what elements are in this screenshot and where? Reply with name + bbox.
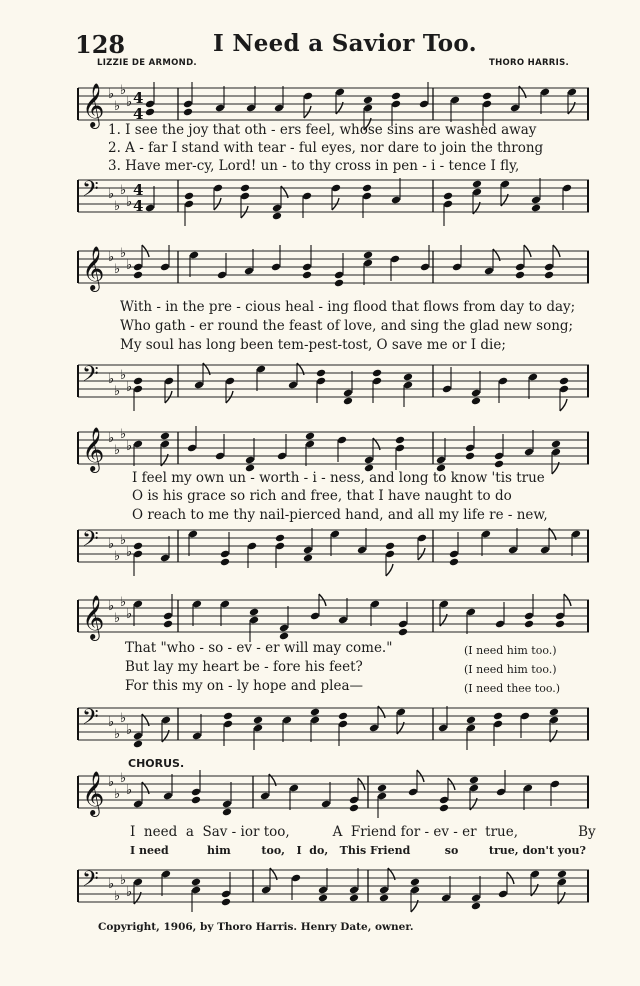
flat-icon: ♭	[120, 711, 127, 726]
flat-icon: ♭	[126, 723, 133, 738]
flat-icon: ♭	[126, 545, 133, 560]
bass-staff-3	[78, 527, 589, 564]
notehead	[349, 894, 359, 903]
notehead	[385, 542, 395, 551]
composer-credit: THORO HARRIS.	[489, 58, 570, 68]
treble-staff-4	[78, 595, 589, 639]
notehead	[316, 369, 326, 378]
notehead	[145, 108, 155, 117]
flat-icon: ♭	[108, 250, 115, 265]
treble-clef-icon: 𝄞	[82, 771, 105, 815]
flat-icon: ♭	[126, 195, 133, 210]
treble-clef-icon: 𝄞	[82, 427, 105, 471]
notehead	[343, 397, 353, 406]
bass-staff-lines	[78, 867, 589, 904]
bass-staff-lines	[78, 177, 589, 215]
notehead	[184, 192, 194, 201]
flat-icon: ♭	[126, 380, 133, 395]
time-signature-bottom: 4	[133, 197, 144, 215]
flat-icon: ♭	[114, 549, 121, 564]
notehead	[410, 878, 420, 887]
notehead	[395, 436, 405, 445]
lyric-line: 3. Have mer-cy, Lord! un - to thy cross in pen - i - tence I fly,	[108, 158, 520, 174]
flat-icon: ♭	[120, 533, 127, 548]
flat-icon: ♭	[114, 611, 121, 626]
notehead	[363, 251, 373, 260]
flat-icon: ♭	[120, 246, 127, 261]
flat-icon: ♭	[108, 187, 115, 202]
notehead	[443, 192, 453, 201]
flat-icon: ♭	[120, 873, 127, 888]
hymn-title: I Need a Savior Too.	[213, 30, 477, 57]
notehead	[318, 894, 328, 903]
notehead	[524, 620, 534, 629]
notehead	[349, 804, 359, 813]
notehead	[379, 894, 389, 903]
treble-clef-icon: 𝄞	[82, 246, 105, 290]
bass-staff-4	[78, 705, 589, 742]
flat-icon: ♭	[108, 537, 115, 552]
lyric-line: For this my on - ly hope and plea—	[125, 678, 363, 694]
notehead	[449, 558, 459, 567]
lyric-line: My soul has long been tem-pest-tost, O save me or I die;	[120, 337, 506, 353]
flat-icon: ♭	[126, 95, 133, 110]
flat-icon: ♭	[126, 885, 133, 900]
flat-icon: ♭	[108, 372, 115, 387]
flat-icon: ♭	[114, 384, 121, 399]
chorus-echo-line: I need him too, I do, This Friend so true, don't you?	[130, 844, 586, 857]
treble-staff-lines	[78, 246, 589, 290]
notehead	[183, 108, 193, 117]
bass-clef-icon: 𝄢	[82, 705, 99, 735]
bass-staff-1	[78, 177, 589, 215]
notehead	[482, 92, 492, 101]
notehead	[223, 712, 233, 721]
notehead	[363, 96, 373, 105]
flat-icon: ♭	[108, 715, 115, 730]
lyric-line: 2. A - far I stand with tear - ful eyes, nor dare to join the throng	[108, 140, 544, 156]
treble-staff-2	[78, 246, 589, 290]
chorus-lyric-line: I need a Sav - ior too, A Friend for - ev - er true, By	[130, 824, 596, 840]
note-flag	[386, 564, 393, 576]
bass-clef-icon: 𝄢	[82, 362, 99, 392]
notehead	[557, 870, 567, 879]
notehead	[494, 460, 504, 469]
notehead	[220, 558, 230, 567]
treble-staff-lines	[78, 771, 589, 815]
lyric-line: With - in the pre - cious heal - ing flood that flows from day to day;	[120, 299, 576, 315]
lyric-line: O reach to me thy nail-pierced hand, and all my life re - new,	[132, 507, 548, 523]
bass-staff-5	[78, 867, 589, 904]
bass-clef-icon: 𝄢	[82, 527, 99, 557]
lyric-line: 1. I see the joy that oth - ers feel, whose sins are washed away	[108, 122, 537, 138]
lyric-line: That "who - so - ev - er will may come."	[125, 640, 393, 656]
notehead	[372, 369, 382, 378]
flat-icon: ♭	[108, 87, 115, 102]
lyric-line: O is his grace so rich and free, that I have naught to do	[132, 488, 512, 504]
notehead	[133, 542, 143, 551]
notehead	[559, 377, 569, 386]
flat-icon: ♭	[114, 889, 121, 904]
echo-line: (I need him too.)	[464, 663, 557, 676]
notehead	[191, 878, 201, 887]
notehead	[493, 712, 503, 721]
notehead	[133, 377, 143, 386]
notehead	[303, 554, 313, 563]
notehead	[275, 534, 285, 543]
flat-icon: ♭	[120, 427, 127, 442]
notehead	[362, 184, 372, 193]
notehead	[305, 432, 315, 441]
notehead	[471, 397, 481, 406]
notehead	[163, 620, 173, 629]
notehead	[398, 628, 408, 637]
bass-clef-icon: 𝄢	[82, 867, 99, 897]
flat-icon: ♭	[114, 727, 121, 742]
flat-icon: ♭	[114, 443, 121, 458]
copyright-notice: Copyright, 1906, by Thoro Harris. Henry Date, owner.	[98, 921, 414, 933]
flat-icon: ♭	[114, 787, 121, 802]
notehead	[338, 712, 348, 721]
time-signature-top: 4	[133, 89, 144, 107]
notehead	[272, 212, 282, 221]
notehead	[221, 898, 231, 907]
flat-icon: ♭	[126, 439, 133, 454]
notehead	[191, 796, 201, 805]
flat-icon: ♭	[108, 775, 115, 790]
notehead	[310, 708, 320, 717]
treble-staff-lines	[78, 427, 589, 471]
notehead	[531, 204, 541, 213]
notehead	[334, 279, 344, 288]
bass-clef-icon: 𝄢	[82, 177, 99, 207]
treble-clef-icon: 𝄞	[82, 595, 105, 639]
flat-icon: ♭	[108, 431, 115, 446]
echo-line: (I need him too.)	[464, 644, 557, 657]
notehead	[377, 784, 387, 793]
flat-icon: ♭	[114, 199, 121, 214]
flat-icon: ♭	[120, 771, 127, 786]
flat-icon: ♭	[108, 877, 115, 892]
notehead	[160, 432, 170, 441]
notehead	[240, 184, 250, 193]
notehead	[302, 271, 312, 280]
flat-icon: ♭	[126, 783, 133, 798]
treble-staff-lines	[78, 595, 589, 639]
notehead	[515, 271, 525, 280]
notehead	[466, 716, 476, 725]
treble-staff-lines	[78, 83, 589, 127]
flat-icon: ♭	[120, 368, 127, 383]
flat-icon: ♭	[114, 262, 121, 277]
bass-staff-lines	[78, 527, 589, 564]
notehead	[133, 740, 143, 749]
notehead	[555, 620, 565, 629]
notehead	[472, 180, 482, 189]
flat-icon: ♭	[120, 595, 127, 610]
flat-icon: ♭	[126, 258, 133, 273]
flat-icon: ♭	[126, 607, 133, 622]
notehead	[549, 708, 559, 717]
notehead	[439, 804, 449, 813]
time-signature-top: 4	[133, 181, 144, 199]
echo-line: (I need thee too.)	[464, 682, 561, 695]
lyricist-credit: LIZZIE DE ARMOND.	[97, 58, 197, 68]
notehead	[551, 440, 561, 449]
notehead	[403, 373, 413, 382]
flat-icon: ♭	[108, 599, 115, 614]
flat-icon: ♭	[120, 183, 127, 198]
notehead	[222, 808, 232, 817]
notehead	[253, 716, 263, 725]
note-flag	[560, 399, 567, 411]
notehead	[249, 608, 259, 617]
notehead	[465, 452, 475, 461]
treble-staff-1	[78, 83, 589, 127]
time-signature-bottom: 4	[133, 105, 144, 123]
bass-staff-lines	[78, 705, 589, 742]
notehead	[544, 271, 554, 280]
flat-icon: ♭	[120, 83, 127, 98]
notehead	[471, 902, 481, 911]
treble-staff-3	[78, 427, 589, 471]
flat-icon: ♭	[114, 99, 121, 114]
lyric-line: I feel my own un - worth - i - ness, and long to know 'tis true	[132, 470, 545, 486]
treble-clef-icon: 𝄞	[82, 83, 105, 127]
lyric-line: Who gath - er round the feast of love, and sing the glad new song;	[120, 318, 574, 334]
treble-staff-5	[78, 771, 589, 815]
bass-staff-lines	[78, 362, 589, 399]
lyric-line: But lay my heart be - fore his feet?	[125, 659, 363, 675]
notehead	[391, 92, 401, 101]
notehead	[133, 271, 143, 280]
hymn-number: 128	[75, 30, 126, 59]
chorus-label: CHORUS.	[128, 757, 185, 770]
notehead	[469, 776, 479, 785]
bass-staff-2	[78, 362, 589, 399]
